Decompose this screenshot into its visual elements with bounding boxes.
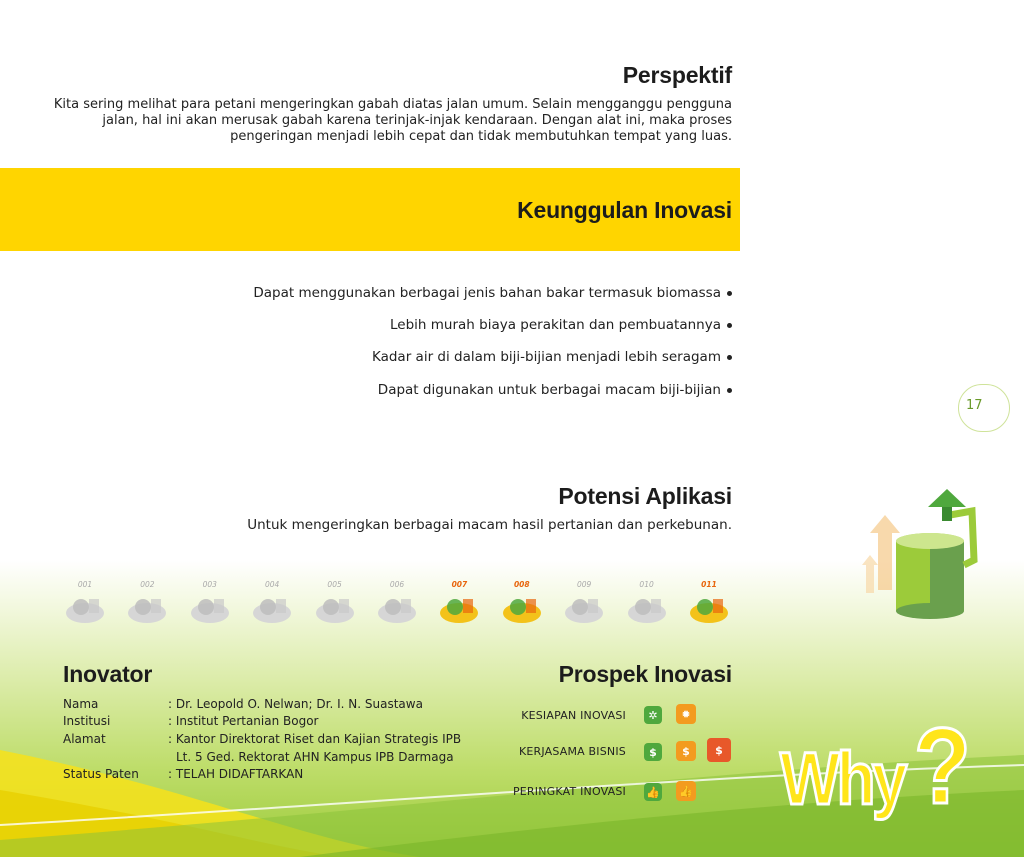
- bullet-dot: [727, 355, 732, 360]
- environment-icon: [625, 593, 669, 625]
- perspektif-line: Kita sering melihat para petani mengeringkan gabah diatas jalan umum. Selain mengganggu pengguna: [53, 97, 732, 112]
- keunggulan-item: Kadar air di dalam biji-bijian menjadi lebih seragam: [372, 349, 732, 365]
- research-icon: [375, 593, 419, 625]
- keunggulan-item: Dapat digunakan untuk berbagai macam biji-bijian: [378, 382, 732, 398]
- keunggulan-title: Keunggulan Inovasi: [517, 197, 732, 223]
- perspektif-paragraph: [32, 97, 732, 145]
- money-bag-icon: $: [644, 743, 662, 761]
- machinery-icon: [562, 593, 606, 625]
- thumbs-up-icon: 👍: [676, 781, 696, 801]
- why-question-mark: ?: [914, 705, 971, 826]
- inovator-value: : Institut Pertanian Bogor: [168, 714, 319, 728]
- inovator-title: Inovator: [63, 661, 153, 687]
- sector-icon-number: 006: [389, 580, 405, 589]
- sector-icon-number: 001: [77, 580, 93, 589]
- sector-icon-item: [684, 580, 734, 625]
- keunggulan-item: Lebih murah biaya perakitan dan pembuatannya: [390, 317, 732, 333]
- sector-icon-item: [434, 580, 484, 625]
- perspektif-title: Perspektif: [622, 62, 732, 88]
- inovator-label: Alamat: [63, 732, 106, 746]
- sector-icon-item: [122, 580, 172, 625]
- grain-icon: [500, 593, 544, 625]
- bullet-dot: [727, 291, 732, 296]
- potensi-text: Untuk mengeringkan berbagai macam hasil pertanian dan perkebunan.: [247, 517, 732, 533]
- prospek-label: PERINGKAT INOVASI: [512, 785, 626, 798]
- sector-icon-number: 008: [513, 580, 530, 589]
- sector-icon-item: [310, 580, 360, 625]
- perspektif-line: jalan, hal ini akan merusak gabah karena terinjak-injak kendaraan. Dengan alat ini, maka proses: [102, 113, 732, 128]
- prospek-label: KESIAPAN INOVASI: [521, 709, 626, 722]
- sector-icon-item: [622, 580, 672, 625]
- potensi-title: Potensi Aplikasi: [558, 483, 732, 509]
- bullet-dot: [727, 323, 732, 328]
- inovator-label: Nama: [63, 697, 99, 711]
- mug-illustration: [860, 485, 990, 620]
- inovator-label: Institusi: [63, 714, 111, 728]
- energy-icon: [250, 593, 294, 625]
- food-icon: [125, 593, 169, 625]
- prospek-label: KERJASAMA BISNIS: [518, 745, 626, 758]
- why-text: Why: [780, 737, 905, 820]
- sector-icon-item: [185, 580, 235, 625]
- livestock-icon: [63, 593, 107, 625]
- gear-icon: ✲: [644, 706, 662, 724]
- sector-icon-item: [60, 580, 110, 625]
- sector-icon-number: 003: [202, 580, 217, 589]
- agriculture-field-icon: [437, 593, 481, 625]
- construction-icon: [188, 593, 232, 625]
- sector-icon-number: 010: [639, 580, 654, 589]
- sector-icon-number: 011: [701, 580, 717, 589]
- sector-icon-number: 004: [265, 580, 280, 589]
- sector-icon-item: [372, 580, 422, 625]
- prospek-title: Prospek Inovasi: [558, 661, 732, 687]
- inovator-label: Status Paten: [63, 767, 139, 781]
- sector-icon-number: 009: [577, 580, 592, 589]
- inovator-value: : Dr. Leopold O. Nelwan; Dr. I. N. Suastawa: [168, 697, 423, 711]
- inovator-value: : TELAH DIDAFTARKAN: [168, 767, 304, 781]
- sector-icon-number: 005: [327, 580, 342, 589]
- bullet-dot: [727, 388, 732, 393]
- perspektif-line: pengeringan menjadi lebih cepat dan tidak membutuhkan tempat yang luas.: [230, 129, 732, 144]
- inovator-value: : Kantor Direktorat Riset dan Kajian Strategis IPB: [168, 732, 462, 746]
- sector-icon-item: [247, 580, 297, 625]
- inovator-value: Lt. 5 Ged. Rektorat AHN Kampus IPB Darmaga: [176, 750, 454, 764]
- money-bag-icon: $: [707, 738, 731, 762]
- thumbs-up-icon: 👍: [644, 783, 662, 801]
- chart-icon: [313, 593, 357, 625]
- sector-icon-number: 002: [140, 580, 155, 589]
- page-number: 17: [966, 398, 983, 413]
- business-icon: [687, 593, 731, 625]
- gear-icon: ✹: [676, 704, 696, 724]
- sector-icon-item: [559, 580, 609, 625]
- sector-icon-number: 007: [451, 580, 468, 589]
- keunggulan-item: Dapat menggunakan berbagai jenis bahan bakar termasuk biomassa: [253, 285, 732, 301]
- sector-icon-item: [497, 580, 547, 625]
- money-bag-icon: $: [676, 741, 696, 761]
